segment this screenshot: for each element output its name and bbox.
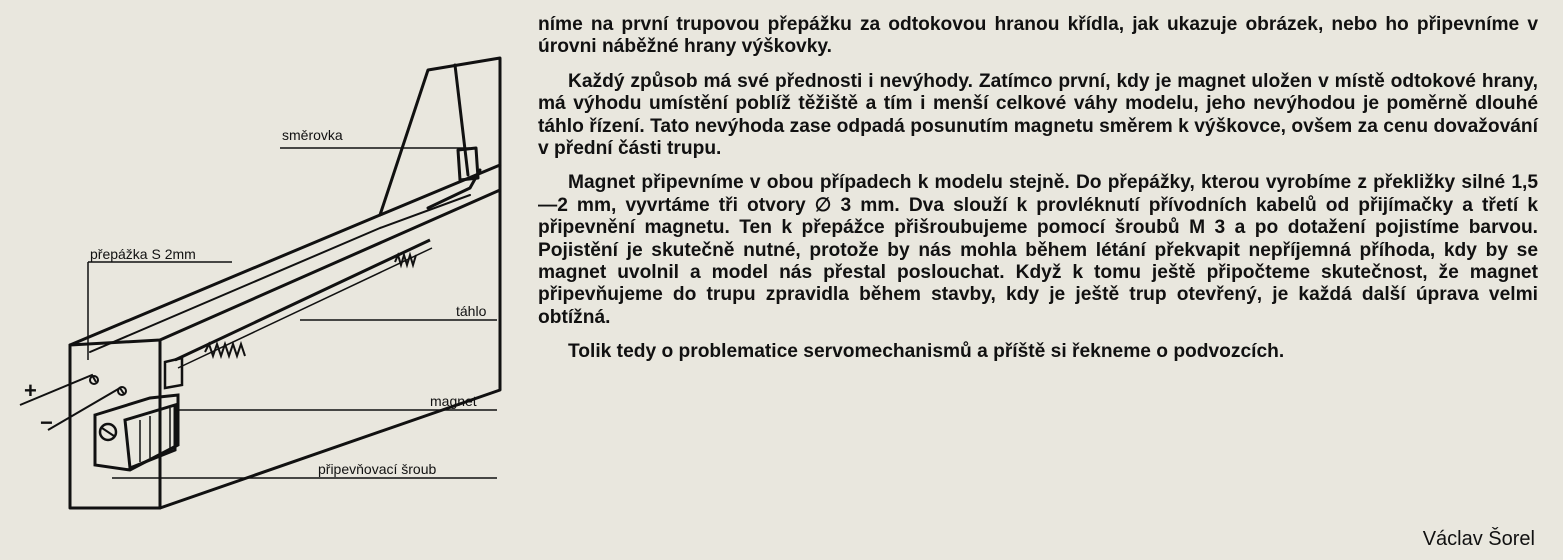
- pushrod-line-lower: [178, 248, 432, 368]
- fuselage-inner-line: [90, 195, 470, 352]
- fuselage-diagram: [0, 0, 525, 560]
- rudder-hinge-line: [455, 65, 468, 175]
- paragraph-1: níme na první trupovou přepážku za odtokovou hranou křídla, jak ukazuje obrázek, nebo ho připevníme v úrovni náběžné hrany výškovky.: [538, 14, 1538, 58]
- pushrod-spring: [205, 344, 245, 356]
- paragraph-4: Tolik tedy o problematice servomechanismů a příště si řekneme o podvozcích.: [568, 341, 1285, 363]
- label-minus: −: [40, 410, 53, 435]
- article-text: [538, 14, 1538, 376]
- label-screw: připevňovací šroub: [318, 461, 437, 477]
- author-signature: Václav Šorel: [1422, 528, 1535, 550]
- label-bulkhead: přepážka S 2mm: [90, 246, 196, 262]
- clevis: [165, 358, 182, 388]
- fuselage-drawing: [0, 0, 525, 560]
- label-pushrod: táhlo: [456, 303, 487, 319]
- label-magnet: magnet: [430, 393, 477, 409]
- paragraph-2: Každý způsob má své přednosti i nevýhody. Zatímco první, kdy je magnet uložen v místě odtokové hrany, má výhodu umístění poblíž těžiště a tím i menší celkové váhy modelu, jeho nevýhodou je poměrně dlouhé táhlo řízení. Tato nevýhoda zase odpadá posunutím magnetu směrem k výškovce, ovšem za cenu dovažování v přední části trupu.: [538, 70, 1538, 160]
- paragraph-3: Magnet připevníme v obou případech k modelu stejně. Do přepážky, kterou vyrobíme z překližky silné 1,5—2 mm, vyvrtáme tři otvory ∅ 3 mm. Dva slouží k provléknutí přívodních kabelů od přijímačky a třetí k připevnění magnetu. Ten k přepážce přišroubujeme pomocí šroubů M 3 a po dotažení pojistíme barvou. Pojistění je skutečně nutné, protože by nás mohla během létání překvapit nepříjemná příhoda, kdy by se magnet uvolnil a model nás přestal poslouchat. Když k tomu ještě připočteme skutečnost, že magnet připevňujeme do trupu zpravidla během stavby, kdy je ještě trup otevřený, je každá další úprava velmi obtížná.: [538, 172, 1538, 328]
- label-plus: +: [24, 378, 37, 403]
- screw-slot: [102, 428, 114, 436]
- label-rudder: směrovka: [282, 127, 343, 143]
